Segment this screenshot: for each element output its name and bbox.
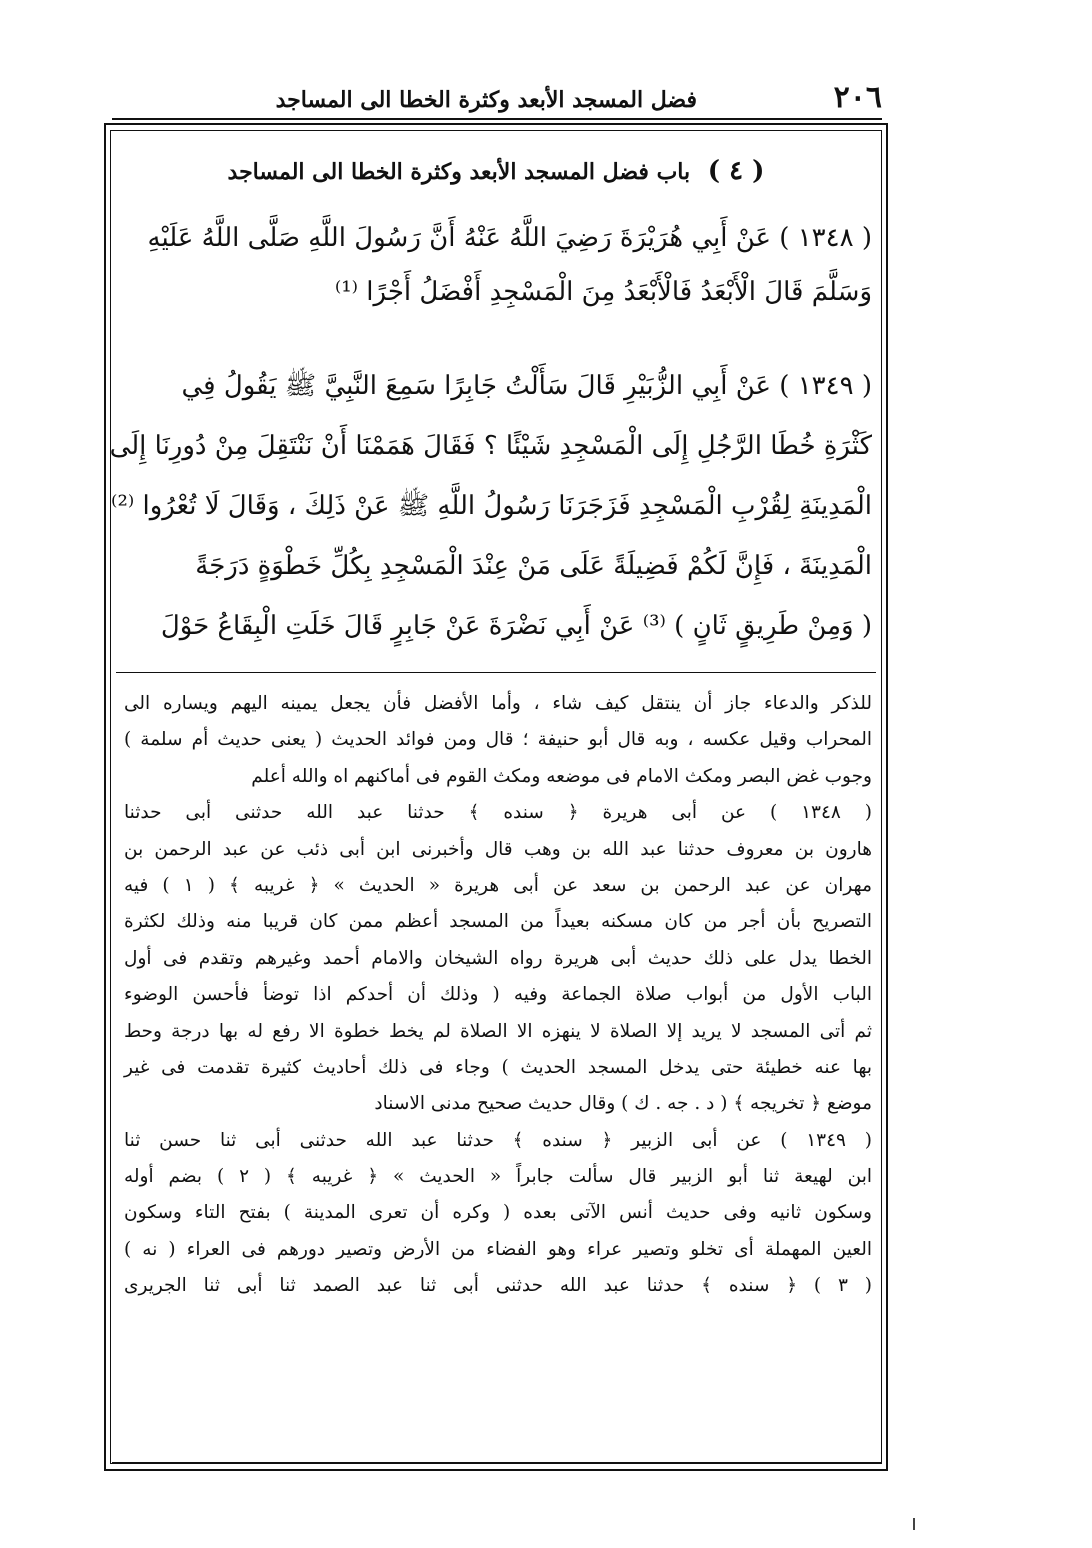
commentary-line: ( ١٣٤٩ ) عن أبى الزبير ﴿ سنده ﴾ حدثنا عبد الله حدثنى أبى ثنا حسن ثنا bbox=[124, 1129, 872, 1151]
commentary-line: التصريح بأن أجر من كان مسكنه بعيداً من المسجد أعظم ممن كان قريبا منه وذلك لكثرة bbox=[124, 911, 872, 933]
hadith-line: ( ١٣٤٩ ) عَنْ أَبِي الزُّبَيْرِ قَالَ سَأَلْتُ جَابِرًا سَمِعَ النَّبِيَّ ﷺ يَقُولُ فِي bbox=[181, 371, 872, 401]
commentary-line: موضع ﴿ تخريجه ﴾ ( د . جه . ك ) وقال حديث صحيح مدنى الاسناد bbox=[374, 1093, 872, 1115]
commentary-line: مهران عن عبد الرحمن بن سعد عن أبى هريرة « الحديث » ﴿ غريبه ﴾ ( ١ ) فيه bbox=[124, 874, 872, 896]
hadith-line: وَسَلَّمَ قَالَ الْأَبْعَدُ فَالْأَبْعَدُ مِنَ الْمَسْجِدِ أَفْضَلُ أَجْرًا ⁽¹⁾ bbox=[334, 277, 872, 307]
commentary-line: بها عنه خطيئة حتى يدخل المسجد الحديث ) وجاء فى ذلك أحاديث كثيرة تقدمت فى غير bbox=[124, 1056, 872, 1078]
footer-rule bbox=[112, 1462, 882, 1464]
commentary-text bbox=[124, 686, 872, 1305]
commentary-line: ابن لهيعة ثنا أبو الزبير قال سألت جابراً « الحديث » ﴿ غريبه ﴾ ( ٢ ) بضم أوله bbox=[124, 1166, 872, 1188]
hadith-line: ( ١٣٤٨ ) عَنْ أَبِي هُرَيْرَةَ رَضِيَ اللَّهُ عَنْهُ أَنَّ رَسُولَ اللَّهِ صَلَّى اللَّهُ عَلَيْهِ bbox=[147, 223, 872, 253]
hadith-line: كَثْرَةِ خُطَا الرَّجُلِ إِلَى الْمَسْجِدِ شَيْئًا ؟ فَقَالَ هَمَمْنَا أَنْ نَنْتَقِلَ مِنْ دُورِنَا إِلَى bbox=[109, 431, 872, 461]
commentary-line: ( ٣ ) ﴿ سنده ﴾ حدثنا عبد الله حدثنى أبى ثنا عبد الصمد ثنا أبى ثنا الجريرى bbox=[124, 1275, 873, 1297]
hadith-line: الْمَدِينَةِ لِقُرْبِ الْمَسْجِدِ فَزَجَرَنَا رَسُولُ اللَّهِ ﷺ عَنْ ذَلِكَ ، وَقَالَ لَا تُعْرُوا ⁽²⁾ bbox=[111, 491, 872, 521]
page-header bbox=[112, 78, 882, 118]
commentary-line: المحراب وقيل عكسه ، وبه قال أبو حنيفة ؛ قال ومن فوائد الحديث ( يعنى حديث أم سلمة ) bbox=[124, 729, 872, 751]
chapter-heading bbox=[120, 150, 872, 193]
commentary-line: ثم أتى المسجد لا يريد إلا الصلاة لا ينهزه الا الصلاة لم يخط خطوة الا رفع له بها درجة وحط bbox=[124, 1020, 872, 1042]
hadith-text bbox=[109, 208, 872, 656]
commentary-line: الخطا يدل على ذلك حديث أبى هريرة رواه الشيخان والامام أحمد وغيرهم وتقدم فى أول bbox=[124, 947, 872, 969]
chapter-title: باب فضل المسجد الأبعد وكثرة الخطا الى المساجد bbox=[227, 159, 691, 185]
chapter-number: ( ٤ ) bbox=[707, 156, 765, 186]
header-rule bbox=[112, 118, 882, 120]
hadith-line: الْمَدِينَةَ ، فَإِنَّ لَكُمْ فَضِيلَةً عَلَى مَنْ عِنْدَ الْمَسْجِدِ بِكُلِّ خَطْوَةٍ دَرَجَةً bbox=[195, 551, 872, 581]
running-title: فضل المسجد الأبعد وكثرة الخطا الى المساجد bbox=[275, 87, 697, 113]
commentary-line: العين المهملة أى تخلو وتصير عراء وهو الفضاء من الأرض وتصير دورهم فى العراء ( نه ) bbox=[124, 1238, 872, 1260]
commentary-line: وجوب غض البصر ومكث الامام فى موضعه ومكث القوم فى أماكنهم اه والله أعلم bbox=[251, 765, 872, 787]
commentary-line: للذكر والدعاء جاز أن ينتقل كيف شاء ، وأما الأفضل فأن يجعل يمينه اليهم ويساره الى bbox=[124, 693, 872, 714]
commentary-line: ( ١٣٤٨ ) عن أبى هريرة ﴿ سنده ﴾ حدثنا عبد الله حدثنى أبى حدثنا bbox=[124, 802, 872, 824]
commentary-line: الباب الأول من أبواب صلاة الجماعة وفيه ( وذلك أن أحدكم اذا توضأ فأحسن الوضوء bbox=[124, 984, 872, 1006]
commentary-line: هارون بن معروف حدثنا عبد الله بن وهب قال وأخبرنى ابن أبى ذئب عن عبد الرحمن بن bbox=[124, 838, 872, 860]
scan-mark bbox=[913, 1518, 915, 1530]
text-commentary-divider bbox=[116, 672, 876, 673]
page-number: ٢٠٦ bbox=[833, 80, 882, 115]
hadith-line: ( وَمِنْ طَرِيقٍ ثَانٍ ) ⁽³⁾ عَنْ أَبِي نَضْرَةَ عَنْ جَابِرٍ قَالَ خَلَتِ الْبِقَاعُ حَوْلَ bbox=[160, 611, 872, 641]
commentary-line: وسكون ثانيه وفى حديث أنس الآتى بعده ( وكره أن تعرى المدينة ) بفتح التاء وسكون bbox=[124, 1202, 872, 1224]
